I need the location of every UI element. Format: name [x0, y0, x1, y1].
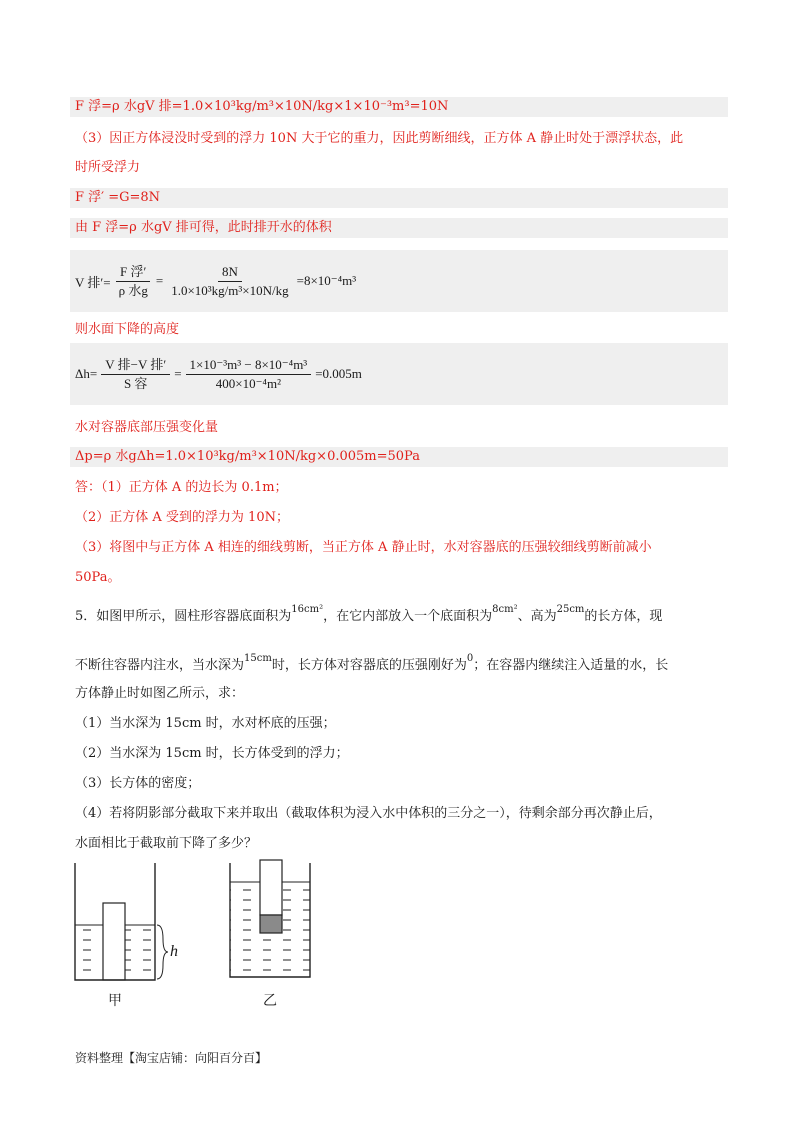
buoyant-force-line: F 浮=ρ 水gV 排=1.0×10³kg/m³×10N/kg×1×10⁻³m³=10N — [75, 99, 449, 114]
shaded-section — [260, 915, 282, 933]
block-jia — [103, 903, 125, 980]
delta-h-equation — [75, 348, 362, 400]
label-yi: 乙 — [263, 993, 277, 1009]
formula-band-2 — [70, 188, 728, 208]
question5-q1: （1）当水深为 15cm 时，水对杯底的压强； — [75, 716, 336, 731]
figure-yi — [230, 860, 310, 977]
eq-fraction-numeric — [167, 264, 292, 299]
container-figure — [60, 855, 340, 1015]
height-brace — [157, 925, 168, 979]
v-displaced-equation — [75, 255, 356, 307]
question5-line1 — [75, 604, 663, 628]
fraction-denominator: 400×10⁻⁴m² — [215, 375, 281, 391]
fraction-denominator: ρ 水g — [118, 282, 148, 298]
fraction-numerator: F 浮′ — [116, 264, 150, 282]
answer-1: 答：（1）正方体 A 的边长为 0.1m； — [75, 480, 288, 495]
formula-derive-line: 由 F 浮=ρ 水gV 排可得，此时排开水的体积 — [75, 220, 332, 235]
eq-result: =8×10⁻⁴m³ — [296, 273, 357, 288]
answer-3a: （3）将图中与正方体 A 相连的细线剪断，当正方体 A 静止时，水对容器底的压强较细线剪断前减小 — [75, 540, 652, 555]
figure-jia — [75, 863, 168, 980]
pressure-change-line: 水对容器底部压强变化量 — [75, 420, 219, 435]
delta-p-line: Δp=ρ 水gΔh=1.0×10³kg/m³×10N/kg×0.005m=50Pa — [75, 449, 420, 464]
value-area-container: 16cm² — [291, 604, 324, 615]
eq-sign: = — [155, 273, 164, 288]
text: 不断往容器内注水，当水深为 — [75, 658, 245, 673]
eq-fraction-symbolic — [101, 357, 170, 392]
question5-q3: （3）长方体的密度； — [75, 776, 201, 791]
eq-lhs: Δh= — [75, 366, 98, 381]
part3-line-a: （3）因正方体浸没时受到的浮力 10N 大于它的重力，因此剪断细线，正方体 A 静止时处于漂浮状态，此 — [75, 131, 684, 146]
answer-3b: 50Pa。 — [75, 570, 121, 585]
question5-q4a: （4）若将阴影部分截取下来并取出（截取体积为浸入水中体积的三分之一），待剩余部分再次静止后， — [75, 806, 662, 821]
fraction-numerator: V 排−V 排′ — [101, 357, 170, 375]
fraction-denominator: 1.0×10³kg/m³×10N/kg — [171, 282, 289, 298]
text: 时，长方体对容器底的压强刚好为 — [271, 658, 467, 673]
fraction-numerator: 8N — [218, 264, 242, 282]
value-depth: 15cm — [244, 653, 272, 664]
part3-line-b: 时所受浮力 — [75, 160, 141, 175]
eq-result: =0.005m — [315, 366, 362, 381]
label-jia: 甲 — [108, 993, 122, 1009]
text: 5．如图甲所示，圆柱形容器底面积为 — [75, 609, 292, 624]
drop-height-line: 则水面下降的高度 — [75, 322, 180, 337]
text: 的长方体，现 — [584, 609, 663, 624]
text: 、高为 — [517, 609, 557, 624]
float-force-line: F 浮′ =G=8N — [75, 190, 161, 205]
text: ；在容器内继续注入适量的水，长 — [473, 658, 669, 673]
eq-fraction-symbolic — [115, 264, 152, 299]
footer-source: 资料整理【淘宝店铺：向阳百分百】 — [75, 1051, 268, 1065]
fraction-denominator: S 容 — [123, 375, 148, 391]
eq-lhs: V 排′= — [75, 274, 111, 290]
block-yi — [260, 860, 282, 915]
question5-q4b: 水面相比于截取前下降了多少？ — [75, 836, 258, 851]
value-height: 25cm — [556, 604, 585, 615]
question5-q2: （2）当水深为 15cm 时，长方体受到的浮力； — [75, 746, 349, 761]
question5-line3: 方体静止时如图乙所示，求： — [75, 686, 245, 701]
answer-2: （2）正方体 A 受到的浮力为 10N； — [75, 510, 289, 525]
text: ，在它内部放入一个底面积为 — [323, 609, 493, 624]
question5-line2 — [75, 653, 669, 677]
fraction-numerator: 1×10⁻³m³ − 8×10⁻⁴m³ — [186, 357, 312, 375]
label-h: h — [170, 943, 178, 960]
eq-sign: = — [174, 366, 182, 381]
value-area-block: 8cm² — [492, 604, 518, 615]
value-pressure: 0 — [466, 653, 474, 664]
eq-fraction-numeric — [186, 357, 312, 392]
